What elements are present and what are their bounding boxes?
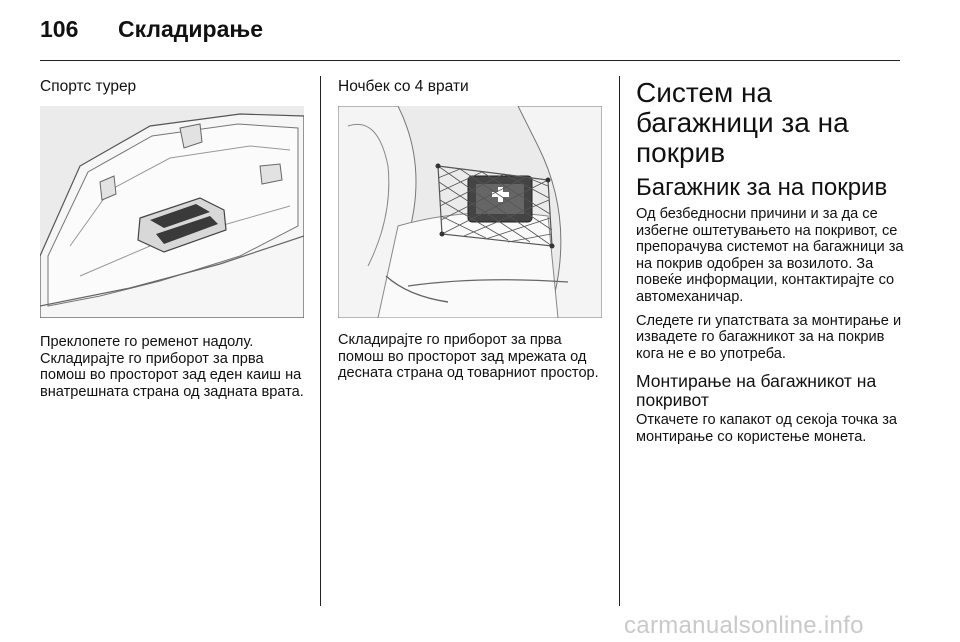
mounting-roof-rack-title: Монтирање на багажникот на покривот (636, 371, 877, 411)
chapter-title: Складирање (118, 16, 264, 42)
section-heading-notchback: Ночбек со 4 врати (338, 78, 469, 95)
cargo-net-illustration (338, 106, 602, 318)
column-divider-1 (320, 76, 321, 606)
mounting-paragraph: Откачете го капакот од секоја точка за монтирање со користење монета. (636, 412, 898, 445)
section-heading-sports-tourer: Спортс турер (40, 78, 137, 95)
column-sports-tourer (40, 78, 304, 400)
tailgate-illustration (40, 106, 304, 318)
column-notchback (338, 78, 602, 382)
header-rule (40, 60, 900, 61)
roof-rack-paragraph-2: Следете ги упатствата за монтирање и извадете го багажникот за на покрив кога не е во употреба. (636, 312, 902, 362)
watermark-text: carmanualsonline.info (624, 612, 864, 639)
column-roof-rack (636, 78, 906, 453)
sports-tourer-text: Преклопете го ременот надолу. Складирајте го приборот за прва помош во просторот зад еден каиш на внатрешната страна од задната врата. (40, 334, 304, 400)
notchback-text: Складирајте го приборот за прва помош во просторот зад мрежата од десната страна од товарниот простор. (338, 332, 599, 382)
roof-rack-system-title: Систем на багажници за на покрив (636, 77, 849, 168)
page-number: 106 (40, 16, 79, 42)
column-divider-2 (619, 76, 620, 606)
roof-rack-title: Багажник за на покрив (636, 174, 888, 201)
roof-rack-paragraph-1: Од безбедносни причини и за да се избегне оштетувањето на покривот, се препорачува системот на багажници за на покрив одобрен за возилото. За повеќе информации, контактирајте со автомеханичар. (636, 206, 904, 305)
page-header (40, 16, 263, 50)
